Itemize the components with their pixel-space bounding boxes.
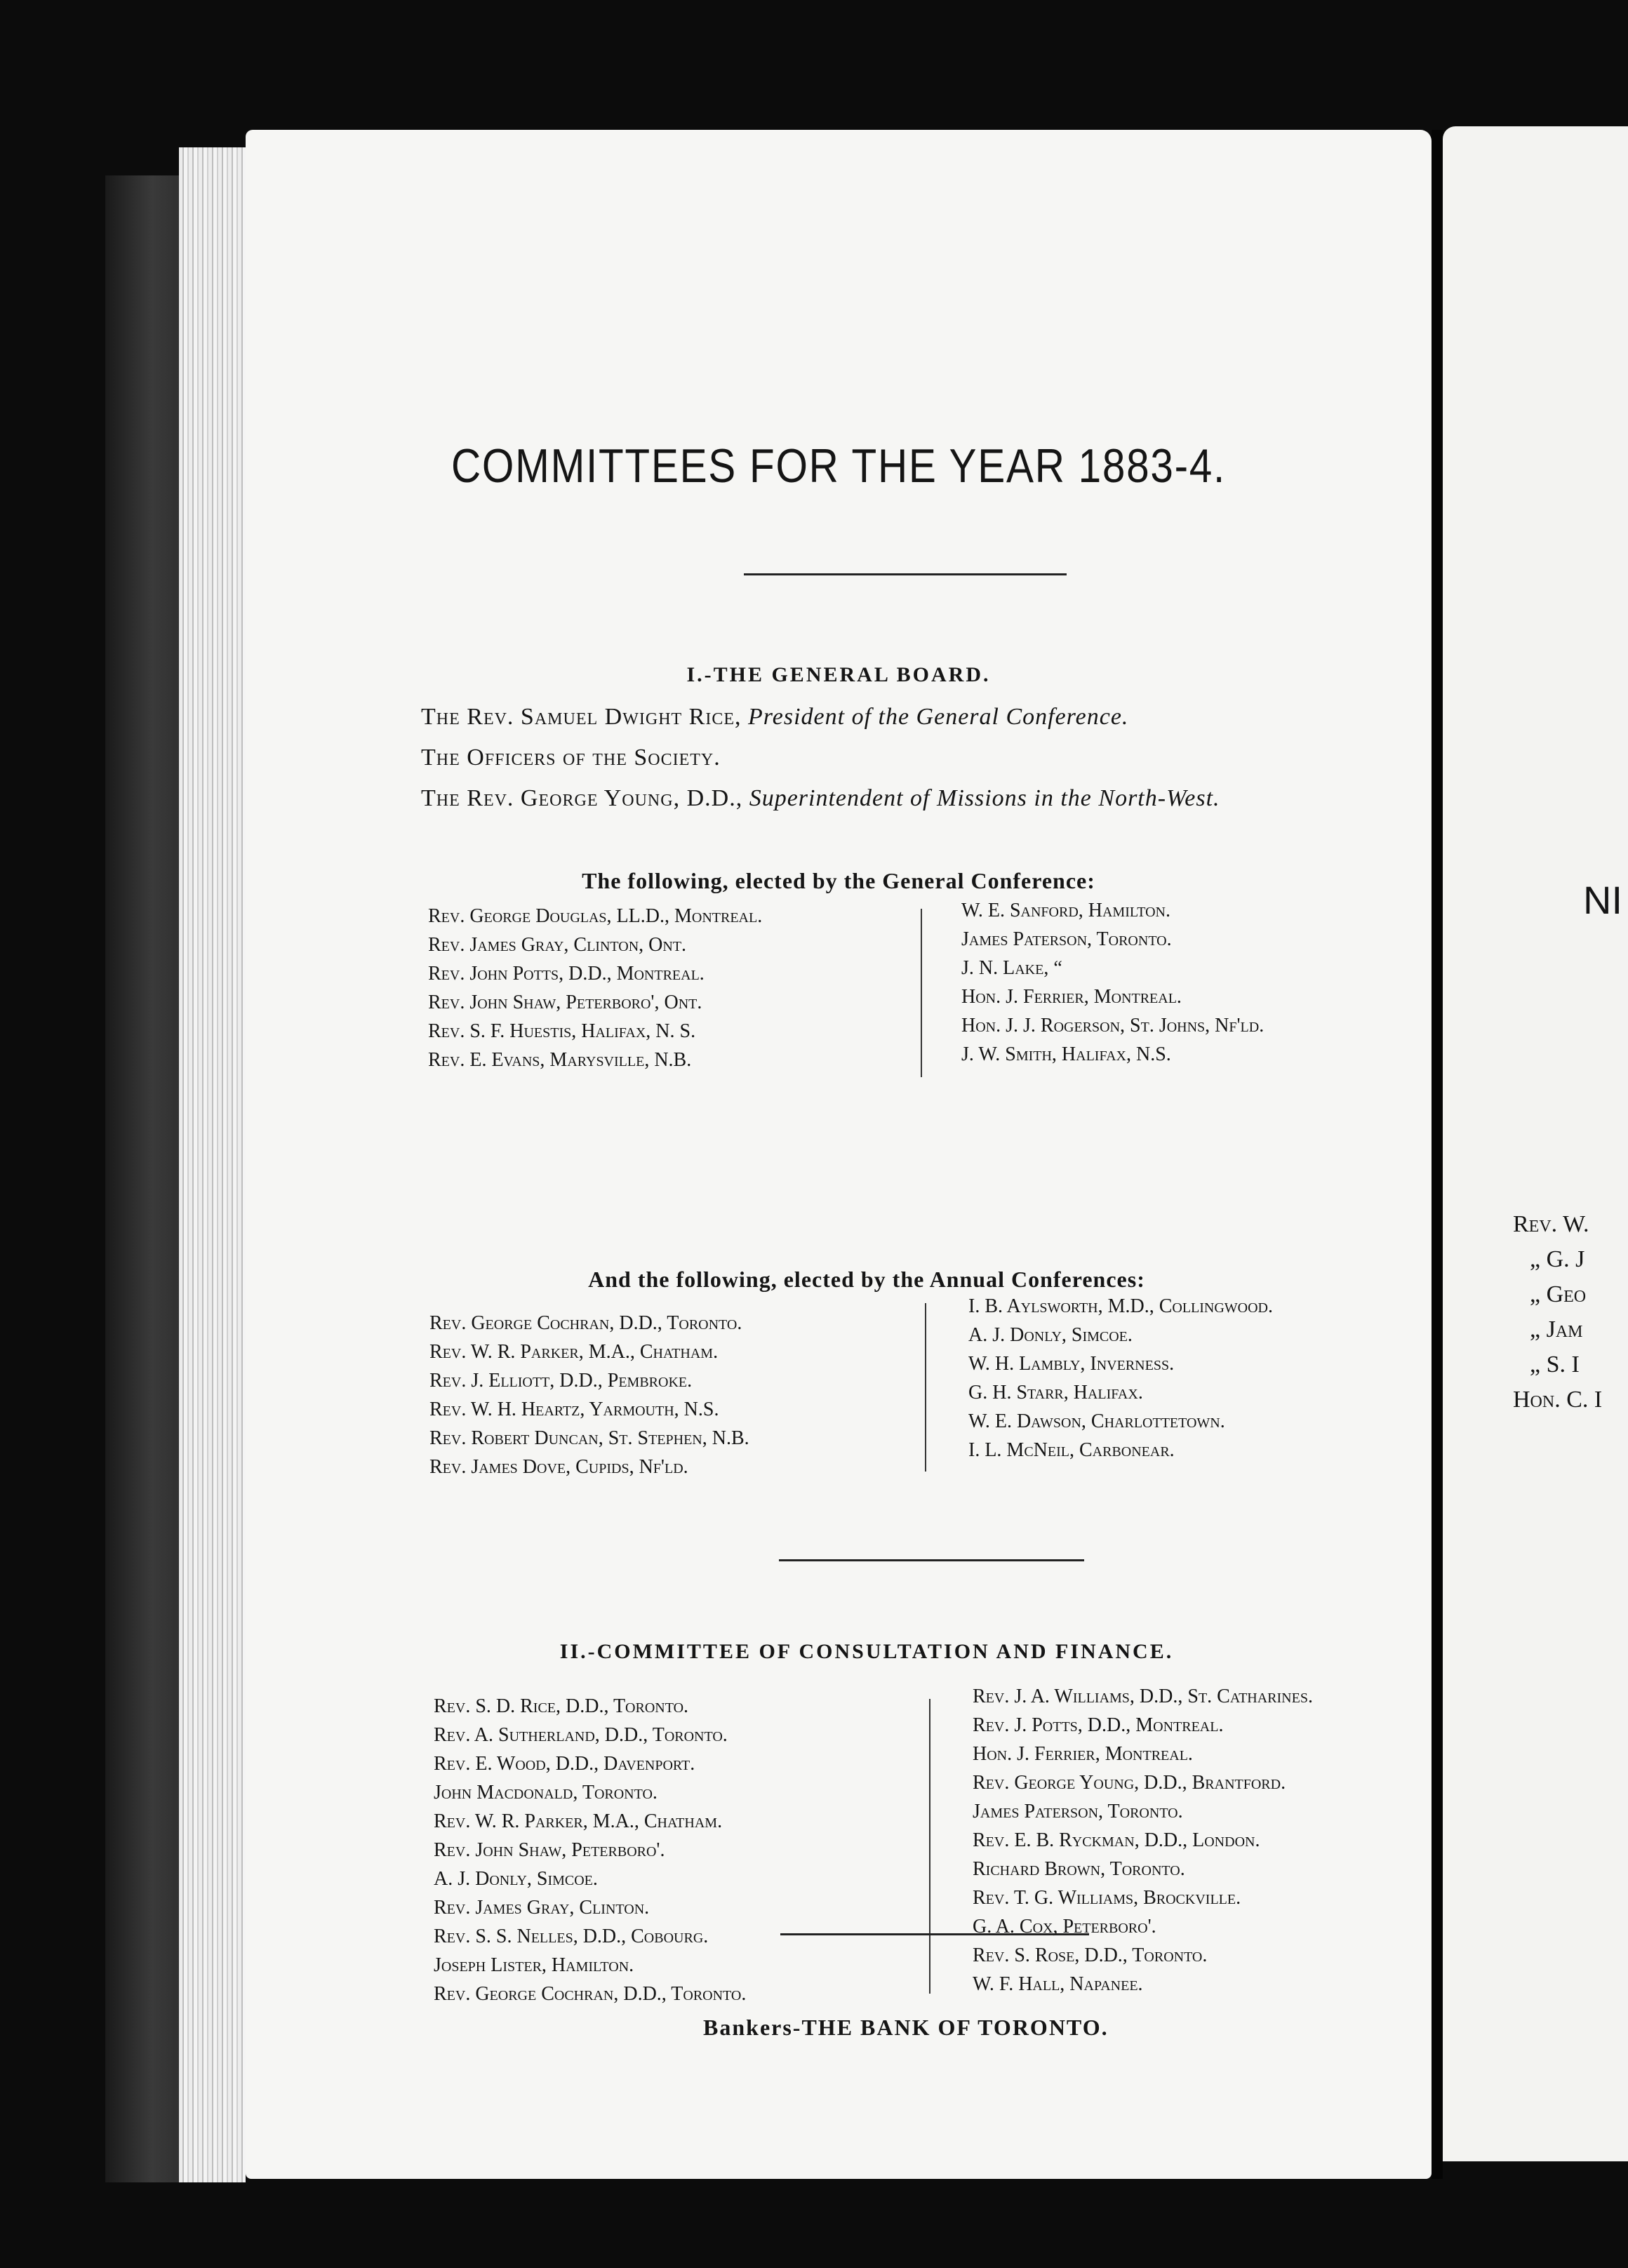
list-item: A. J. Donly, Simcoe. bbox=[434, 1868, 598, 1890]
list-item: Hon. J. J. Rogerson, St. Johns, Nf'ld. bbox=[961, 1015, 1265, 1036]
list-item: Rev. S. Rose, D.D., Toronto. bbox=[973, 1945, 1208, 1966]
list-item: „ Jam bbox=[1530, 1316, 1583, 1342]
list-item: Hon. J. Ferrier, Montreal. bbox=[961, 986, 1182, 1008]
list-item: Rev. J. Potts, D.D., Montreal. bbox=[973, 1714, 1224, 1736]
list-item: Joseph Lister, Hamilton. bbox=[434, 1954, 634, 1976]
list-item: Rev. George Cochran, D.D., Toronto. bbox=[429, 1312, 742, 1334]
list-item: A. J. Donly, Simcoe. bbox=[968, 1324, 1133, 1346]
list-item: Rev. W. H. Heartz, Yarmouth, N.S. bbox=[429, 1399, 719, 1420]
list-item: Rev. W. bbox=[1513, 1211, 1589, 1237]
list-item: Rev. John Potts, D.D., Montreal. bbox=[428, 963, 705, 985]
list-item: Hon. C. I bbox=[1513, 1387, 1603, 1413]
annual-right-list bbox=[968, 1292, 1273, 1465]
list-item: Rev. J. Elliott, D.D., Pembroke. bbox=[429, 1370, 693, 1392]
list-item: Rev. James Gray, Clinton. bbox=[434, 1897, 650, 1919]
list-item: Rev. S. F. Huestis, Halifax, N. S. bbox=[428, 1020, 696, 1042]
page-edges bbox=[179, 147, 246, 2182]
list-item: W. E. Dawson, Charlottetown. bbox=[968, 1410, 1225, 1432]
list-item: Rev. George Douglas, LL.D., Montreal. bbox=[428, 905, 763, 927]
board-member-2: The Officers of the Society. bbox=[421, 745, 721, 771]
list-item: Rev. E. Evans, Marysville, N.B. bbox=[428, 1049, 692, 1071]
column-divider bbox=[929, 1699, 930, 1994]
list-item: „ G. J bbox=[1530, 1246, 1585, 1272]
divider-top bbox=[744, 573, 1067, 575]
list-item: W. H. Lambly, Inverness. bbox=[968, 1353, 1175, 1375]
general-conference-heading: The following, elected by the General Conference: bbox=[582, 868, 1095, 893]
general-right-list bbox=[961, 896, 1264, 1069]
list-item: Rev. George Cochran, D.D., Toronto. bbox=[434, 1983, 747, 2005]
list-item: I. L. McNeil, Carbonear. bbox=[968, 1439, 1175, 1461]
list-item: Rev. J. A. Williams, D.D., St. Catharines. bbox=[973, 1686, 1313, 1707]
general-left-list bbox=[428, 902, 762, 1074]
list-item: Rev. John Shaw, Peterboro'. bbox=[434, 1839, 665, 1861]
list-item: John Macdonald, Toronto. bbox=[434, 1782, 658, 1803]
list-item: Rev. T. G. Williams, Brockville. bbox=[973, 1887, 1241, 1909]
list-item: Rev. E. B. Ryckman, D.D., London. bbox=[973, 1829, 1260, 1851]
list-item: W. E. Sanford, Hamilton. bbox=[961, 900, 1170, 921]
divider-bottom bbox=[780, 1933, 1089, 1935]
list-item: Richard Brown, Toronto. bbox=[973, 1858, 1185, 1880]
list-item: Rev. James Gray, Clinton, Ont. bbox=[428, 934, 687, 956]
list-item: J. W. Smith, Halifax, N.S. bbox=[961, 1043, 1171, 1065]
finance-left-list bbox=[434, 1692, 746, 2008]
list-item: Rev. Robert Duncan, St. Stephen, N.B. bbox=[429, 1427, 749, 1449]
board-member-3: The Rev. George Young, D.D., Superintendent of Missions in the North-West. bbox=[421, 785, 1220, 811]
list-item: „ S. I bbox=[1530, 1352, 1580, 1378]
list-item: Rev. John Shaw, Peterboro', Ont. bbox=[428, 992, 702, 1013]
section2-heading: II.-COMMITTEE OF CONSULTATION AND FINANCE. bbox=[559, 1640, 1174, 1663]
list-item: W. F. Hall, Napanee. bbox=[973, 1973, 1143, 1995]
list-item: Rev. S. S. Nelles, D.D., Cobourg. bbox=[434, 1926, 709, 1947]
list-item: Rev. James Dove, Cupids, Nf'ld. bbox=[429, 1456, 688, 1478]
list-item: Rev. A. Sutherland, D.D., Toronto. bbox=[434, 1724, 728, 1746]
finance-right-list bbox=[973, 1682, 1313, 1999]
list-item: Rev. E. Wood, D.D., Davenport. bbox=[434, 1753, 695, 1775]
page-title: COMMITTEES FOR THE YEAR 1883-4. bbox=[451, 439, 1227, 493]
list-item: Rev. W. R. Parker, M.A., Chatham. bbox=[429, 1341, 719, 1363]
list-item: Rev. S. D. Rice, D.D., Toronto. bbox=[434, 1695, 689, 1717]
left-page bbox=[246, 130, 1432, 2179]
section1-heading: I.-THE GENERAL BOARD. bbox=[686, 663, 991, 686]
board-member-1: The Rev. Samuel Dwight Rice, President of the General Conference. bbox=[421, 704, 1129, 730]
book-gutter bbox=[1432, 130, 1443, 2179]
facing-list bbox=[1513, 1207, 1602, 1418]
facing-page bbox=[1443, 126, 1628, 2161]
annual-conferences-heading: And the following, elected by the Annual Conferences: bbox=[588, 1267, 1145, 1292]
list-item: I. B. Aylsworth, M.D., Collingwood. bbox=[968, 1295, 1274, 1317]
column-divider bbox=[921, 909, 922, 1077]
list-item: Rev. W. R. Parker, M.A., Chatham. bbox=[434, 1810, 723, 1832]
list-item: G. H. Starr, Halifax. bbox=[968, 1382, 1143, 1403]
list-item: „ Geo bbox=[1530, 1281, 1587, 1307]
list-item: Hon. J. Ferrier, Montreal. bbox=[973, 1743, 1193, 1765]
bankers-line: Bankers-THE BANK OF TORONTO. bbox=[703, 2015, 1109, 2040]
column-divider bbox=[925, 1303, 926, 1472]
annual-left-list bbox=[429, 1309, 749, 1481]
list-item: James Paterson, Toronto. bbox=[973, 1801, 1183, 1822]
list-item: James Paterson, Toronto. bbox=[961, 928, 1172, 950]
list-item: J. N. Lake, “ bbox=[961, 957, 1062, 979]
divider-middle bbox=[779, 1559, 1084, 1561]
list-item: G. A. Cox, Peterboro'. bbox=[973, 1916, 1156, 1937]
facing-heading-fragment: NI bbox=[1583, 878, 1622, 922]
list-item: Rev. George Young, D.D., Brantford. bbox=[973, 1772, 1286, 1794]
